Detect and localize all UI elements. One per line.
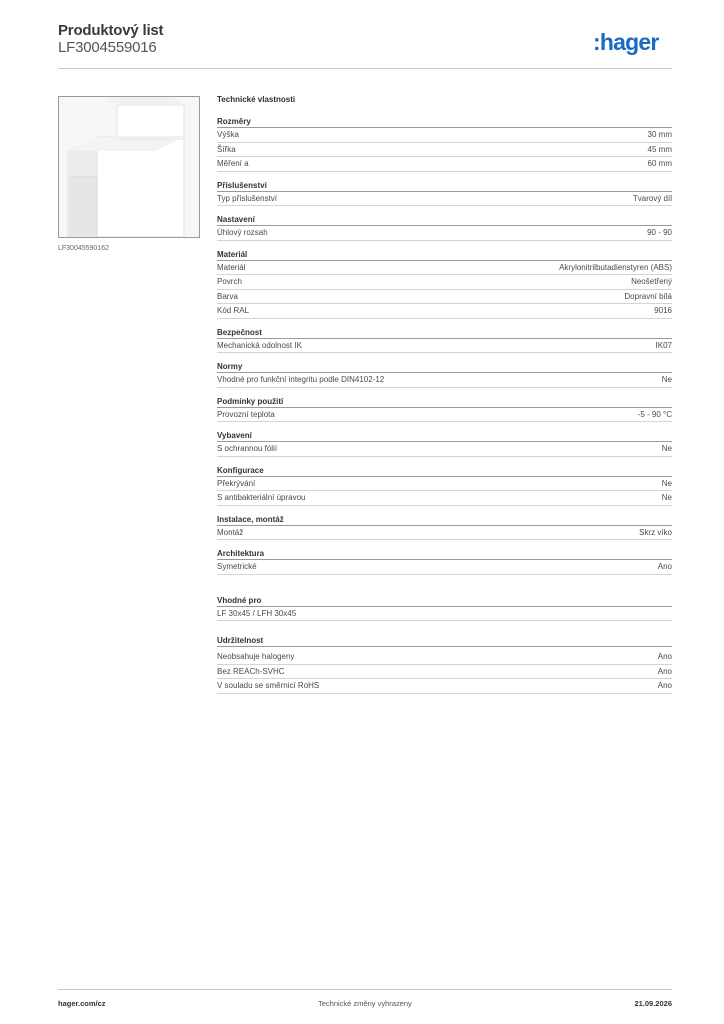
spec-row [217, 226, 672, 241]
spec-value: Dopravní bílá [624, 291, 672, 301]
spec-group [217, 214, 672, 241]
spec-value: Skrz víko [639, 527, 672, 537]
spec-value: Ne [661, 444, 672, 453]
spec-label: S antibakteriální úpravou [217, 493, 306, 502]
group-title: Vhodné pro [217, 595, 672, 607]
spec-value: 30 mm [647, 130, 672, 139]
spec-label: Měření a [217, 159, 249, 168]
spec-label: Materiál [217, 262, 246, 272]
spec-value: 45 mm [647, 144, 672, 154]
footer-divider [58, 989, 672, 990]
spec-value: Ne [661, 375, 672, 384]
spec-label: Šířka [217, 144, 236, 154]
spec-label: Barva [217, 291, 238, 301]
spec-row [217, 665, 672, 680]
spec-value: Ne [661, 493, 672, 502]
spec-label: Úhlový rozsah [217, 228, 268, 237]
spec-group [217, 514, 672, 541]
spec-group-suitable [217, 595, 672, 622]
specs-title: Technické vlastnosti [217, 95, 296, 104]
spec-label: S ochrannou fólií [217, 444, 278, 453]
spec-table [217, 94, 672, 702]
group-title: Podmínky použití [217, 396, 672, 408]
spec-label: Mechanická odolnost IK [217, 340, 302, 350]
spec-group [217, 116, 672, 172]
group-title: Architektura [217, 548, 672, 560]
header-divider [58, 68, 672, 69]
group-title: Rozměry [217, 116, 672, 128]
spec-value: Akrylonitrilbutadienstyren (ABS) [559, 262, 672, 272]
group-title: Nastavení [217, 214, 672, 226]
spec-row [217, 143, 672, 158]
spec-row [217, 157, 672, 172]
spec-group [217, 180, 672, 207]
spec-value: Ano [657, 652, 672, 661]
spec-label: Bez REACh-SVHC [217, 666, 285, 676]
spec-row [217, 290, 672, 305]
spec-value: Ne [661, 478, 672, 488]
footer-date: 21.09.2026 [634, 999, 672, 1008]
spec-label: Typ příslušenství [217, 193, 278, 203]
spec-groups [217, 116, 672, 575]
spec-row [217, 650, 672, 665]
group-title: Instalace, montáž [217, 514, 672, 526]
spacer [217, 583, 672, 595]
group-title: Materiál [217, 249, 672, 261]
group-title: Vybavení [217, 430, 672, 442]
footer-notice: Technické změny vyhrazeny [318, 999, 412, 1008]
spec-value: -5 - 90 °C [637, 409, 672, 419]
spec-row [217, 477, 672, 492]
group-title: Normy [217, 361, 672, 373]
page-title: Produktový list [58, 22, 164, 39]
duct-fitting-image [59, 97, 199, 237]
footer-website-link[interactable]: hager.com/cz [58, 999, 106, 1008]
spec-label: Provozní teplota [217, 409, 275, 419]
spec-group [217, 361, 672, 388]
sustainability-rows [217, 650, 672, 694]
logo-text: hager [599, 29, 659, 55]
group-title: Příslušenství [217, 180, 672, 192]
spec-value: 9016 [654, 306, 672, 315]
image-caption: LF30045590162 [58, 245, 109, 252]
product-code: LF3004559016 [58, 39, 157, 56]
spec-value: Ano [657, 666, 672, 676]
spec-row [217, 442, 672, 457]
group-title: Udržitelnost [217, 635, 672, 647]
spec-row [217, 408, 672, 423]
spec-group [217, 327, 672, 354]
logo-colon: : [593, 29, 600, 55]
spec-label: Symetrické [217, 562, 257, 571]
spec-row [217, 261, 672, 276]
spec-group [217, 396, 672, 423]
spec-row [217, 526, 672, 541]
spec-row [217, 304, 672, 319]
spec-row [217, 679, 672, 694]
group-title: Bezpečnost [217, 327, 672, 339]
spec-row [217, 339, 672, 354]
spec-label: Výška [217, 130, 239, 139]
spec-group [217, 249, 672, 319]
spec-row [217, 560, 672, 575]
spec-label: Neobsahuje halogeny [217, 652, 295, 661]
spec-row [217, 128, 672, 143]
spec-group [217, 548, 672, 575]
spec-row [217, 192, 672, 207]
spec-label: V souladu se směrnicí RoHS [217, 681, 320, 690]
spec-label: Kód RAL [217, 306, 250, 315]
suitable-value: LF 30x45 / LFH 30x45 [217, 607, 672, 622]
spec-row [217, 275, 672, 290]
spec-label: Povrch [217, 277, 242, 286]
hager-logo[interactable] [593, 27, 659, 57]
spec-group-sustainability [217, 635, 672, 694]
spec-label: Montáž [217, 527, 244, 537]
spec-row [217, 491, 672, 506]
spec-value: 60 mm [647, 159, 672, 168]
group-title: Konfigurace [217, 465, 672, 477]
spec-group [217, 465, 672, 506]
spec-value: 90 - 90 [647, 228, 672, 237]
spec-value: Tvarový díl [632, 193, 672, 203]
spec-value: Ano [657, 562, 672, 571]
spec-label: Vhodné pro funkční integritu podle DIN4102-12 [217, 375, 385, 384]
spec-group [217, 430, 672, 457]
spec-value: IK07 [655, 340, 672, 350]
spec-value: Neošetřený [631, 277, 672, 286]
spec-row [217, 373, 672, 388]
product-image [58, 96, 200, 238]
spec-label: Překrývání [217, 478, 256, 488]
spec-value: Ano [657, 681, 672, 690]
